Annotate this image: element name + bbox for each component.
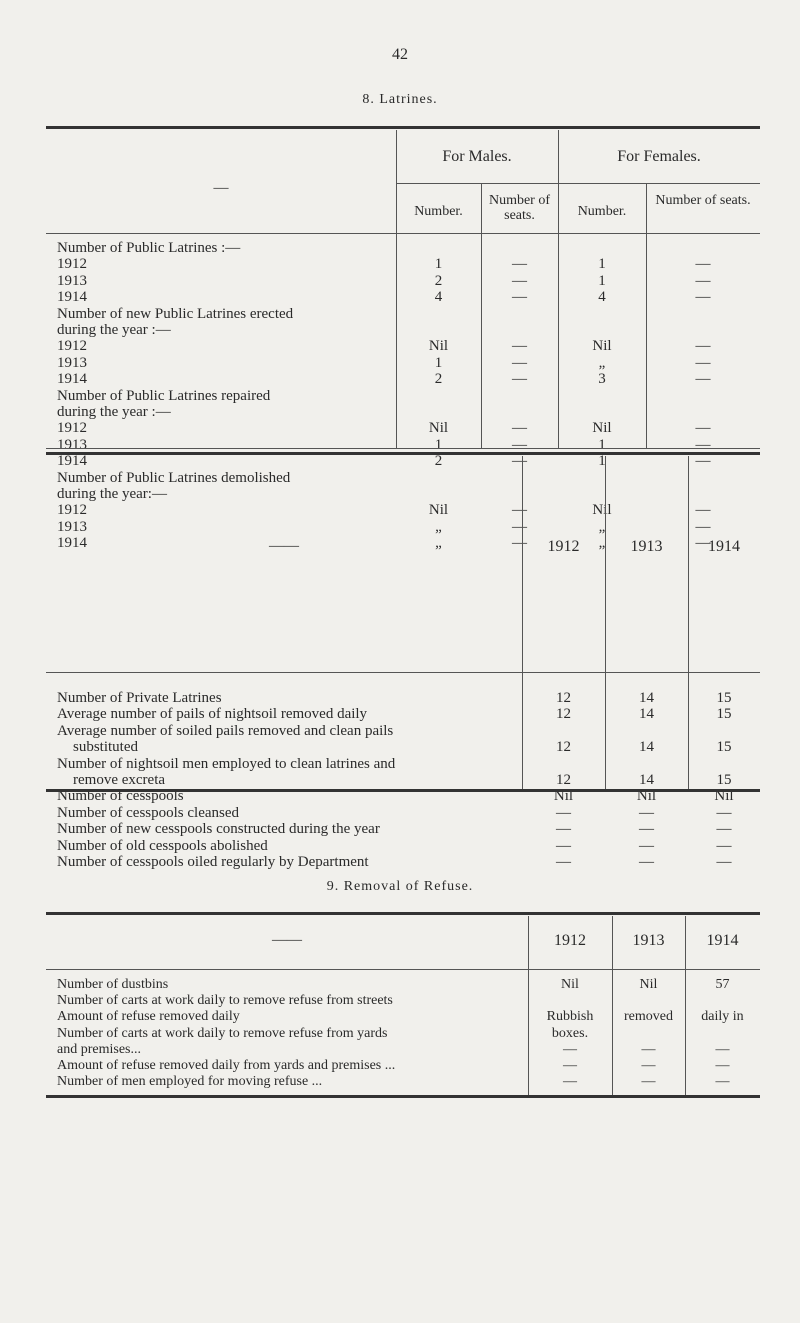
male-number: 1: [434, 256, 443, 273]
male-seats: —: [512, 371, 527, 388]
private-corner-dash: ——: [269, 538, 299, 554]
private-value-1913: 14: [639, 690, 654, 706]
year-label: 1913: [57, 354, 87, 371]
header-female-seats: Number of seats.: [655, 193, 751, 208]
private-value-1913: —: [639, 837, 654, 854]
year-label: 1914: [57, 535, 87, 552]
female-seats: —: [695, 502, 711, 519]
refuse-year-1913: 1913: [632, 932, 665, 949]
refuse-value-1913: Nil: [639, 977, 658, 992]
year-label: 1912: [57, 502, 87, 519]
female-number: 1: [598, 436, 606, 453]
female-number: 1: [598, 272, 606, 289]
female-seats: —: [695, 371, 711, 388]
year-label: 1912: [57, 420, 87, 437]
latrines-corner-dash: —: [213, 180, 229, 196]
refuse-value-1914: daily in: [701, 1009, 744, 1025]
year-label: 1914: [57, 453, 87, 470]
male-seats: —: [512, 338, 527, 355]
refuse-value-1914: —: [715, 1041, 730, 1057]
private-value-1912: —: [556, 837, 571, 854]
refuse-row-label: Amount of refuse removed daily: [57, 1009, 240, 1025]
refuse-row-label: Number of men employed for moving refuse ...: [57, 1074, 323, 1090]
private-row-label: Number of cesspools oiled regularly by Department: [57, 854, 369, 870]
female-seats: —: [695, 272, 711, 289]
male-number: 1: [434, 436, 443, 453]
refuse-value-1912: —: [563, 1074, 577, 1090]
refuse-year-1914: 1914: [706, 932, 739, 949]
male-number: Nil: [428, 420, 449, 437]
refuse-value-1913: removed: [624, 1009, 673, 1025]
private-value-1914: —: [716, 821, 732, 838]
header-for-females: For Females.: [617, 148, 701, 165]
group-heading: during the year:—: [57, 486, 167, 502]
private-row-label: Number of cesspools: [57, 788, 184, 805]
female-seats: —: [695, 256, 711, 273]
female-number: 1: [598, 256, 606, 273]
refuse-corner-dash: ——: [272, 932, 302, 948]
refuse-value-1912: Nil: [561, 977, 579, 992]
female-seats: —: [695, 436, 711, 453]
private-year-1912: 1912: [547, 538, 580, 555]
male-seats: —: [512, 272, 527, 289]
female-number: Nil: [592, 338, 612, 355]
year-label: 1912: [57, 256, 87, 273]
female-seats: —: [695, 453, 711, 470]
private-row-label: Number of old cesspools abolished: [57, 837, 268, 854]
private-value-1914: —: [716, 837, 732, 854]
private-value-1914: 15: [716, 690, 732, 706]
refuse-value-1914: 57: [715, 977, 730, 992]
private-value-1912: —: [556, 854, 571, 870]
female-number: „: [598, 354, 606, 371]
header-female-number: Number.: [577, 204, 627, 219]
group-heading: during the year :—: [57, 404, 171, 420]
private-value-1914: 15: [716, 706, 732, 723]
private-value-1914: Nil: [714, 788, 734, 805]
male-number: 4: [434, 289, 443, 306]
group-heading: Number of Public Latrines :—: [57, 240, 241, 256]
private-value-1913: 14: [639, 739, 654, 756]
male-seats: —: [512, 453, 527, 470]
refuse-row-label: Number of carts at work daily to remove refuse from streets: [57, 993, 393, 1009]
latrines-title: 8. Latrines.: [362, 92, 438, 107]
private-value-1913: 14: [639, 772, 654, 788]
refuse-value-1914: —: [715, 1074, 730, 1090]
private-value-1912: 12: [556, 739, 571, 756]
refuse-value-1912: —: [563, 1041, 577, 1057]
male-seats: —: [512, 289, 527, 306]
private-value-1913: —: [639, 854, 654, 870]
refuse-year-1912: 1912: [554, 932, 586, 949]
group-heading: during the year :—: [57, 322, 171, 338]
refuse-row-label: and premises...: [57, 1041, 141, 1057]
female-number: Nil: [592, 420, 612, 437]
private-row-label: remove excreta: [73, 772, 166, 788]
year-label: 1912: [57, 338, 87, 355]
male-seats: —: [512, 535, 527, 552]
private-value-1914: —: [716, 854, 732, 870]
female-number: 3: [598, 371, 606, 388]
refuse-value-1913: —: [641, 1074, 656, 1090]
private-value-1914: 15: [716, 772, 732, 788]
year-label: 1914: [57, 371, 87, 388]
private-row-label: Number of cesspools cleansed: [57, 804, 240, 821]
year-label: 1913: [57, 436, 87, 453]
private-value-1912: 12: [556, 706, 571, 723]
header-male-number: Number.: [414, 204, 463, 219]
private-value-1913: —: [639, 804, 654, 821]
male-number: 2: [434, 371, 443, 388]
refuse-value-1914: —: [715, 1058, 730, 1073]
private-value-1912: Nil: [553, 788, 574, 805]
private-value-1914: 15: [716, 739, 732, 756]
female-number: 4: [598, 289, 606, 306]
male-number: 2: [434, 272, 443, 289]
private-value-1914: —: [716, 804, 732, 821]
private-row-label: Average number of pails of nightsoil removed daily: [57, 706, 368, 723]
female-number: Nil: [592, 502, 612, 519]
private-year-1914: 1914: [708, 538, 740, 555]
year-label: 1913: [57, 272, 87, 289]
group-heading: Number of Public Latrines repaired: [57, 387, 271, 404]
group-heading: Number of new Public Latrines erected: [57, 305, 294, 322]
private-value-1912: —: [556, 804, 571, 821]
private-year-1913: 1913: [630, 538, 663, 555]
year-label: 1914: [57, 289, 87, 306]
private-value-1912: 12: [556, 772, 571, 788]
private-row-label: Number of nightsoil men employed to clean latrines and: [57, 755, 396, 772]
group-heading: Number of Public Latrines demolished: [57, 469, 291, 486]
male-seats: —: [512, 354, 527, 371]
male-number: „: [435, 518, 442, 535]
female-seats: —: [695, 518, 711, 535]
female-number: „: [598, 535, 606, 552]
refuse-row-label: Number of carts at work daily to remove refuse from yards: [57, 1025, 388, 1041]
male-number: Nil: [428, 502, 449, 519]
header-male-seats: Number of seats.: [488, 193, 551, 223]
page-number: 42: [392, 46, 408, 63]
male-seats: —: [512, 436, 527, 453]
refuse-value-1912: boxes.: [551, 1025, 589, 1041]
male-seats: —: [512, 256, 527, 273]
female-number: „: [598, 518, 606, 535]
female-seats: —: [695, 535, 711, 552]
male-seats: —: [512, 420, 527, 437]
private-row-label: Number of Private Latrines: [57, 690, 222, 706]
female-seats: —: [695, 420, 711, 437]
male-seats: —: [512, 518, 527, 535]
year-label: 1913: [57, 518, 87, 535]
private-row-label: Number of new cesspools constructed during the year: [57, 821, 380, 838]
refuse-title: 9. Removal of Refuse.: [326, 879, 474, 894]
refuse-value-1912: Rubbish: [546, 1009, 594, 1025]
header-for-males: For Males.: [442, 148, 512, 165]
male-number: „: [435, 535, 442, 552]
private-value-1913: 14: [639, 706, 654, 723]
female-seats: —: [695, 354, 711, 371]
male-seats: —: [512, 502, 527, 519]
private-value-1913: —: [639, 821, 654, 838]
refuse-value-1913: —: [641, 1058, 656, 1073]
private-value-1912: —: [556, 821, 571, 838]
male-number: Nil: [428, 338, 449, 355]
refuse-value-1913: —: [641, 1041, 656, 1057]
female-seats: —: [695, 289, 711, 306]
private-value-1912: 12: [556, 690, 571, 706]
refuse-row-label: Number of dustbins: [57, 977, 169, 992]
female-seats: —: [695, 338, 711, 355]
private-value-1913: Nil: [636, 788, 657, 805]
refuse-value-1912: —: [563, 1058, 577, 1073]
female-number: 1: [598, 453, 606, 470]
refuse-row-label: Amount of refuse removed daily from yards and premises ...: [57, 1058, 396, 1073]
male-number: 1: [434, 354, 443, 371]
male-number: 2: [434, 453, 443, 470]
private-row-label: substituted: [73, 739, 139, 756]
private-row-label: Average number of soiled pails removed and clean pails: [57, 722, 394, 739]
